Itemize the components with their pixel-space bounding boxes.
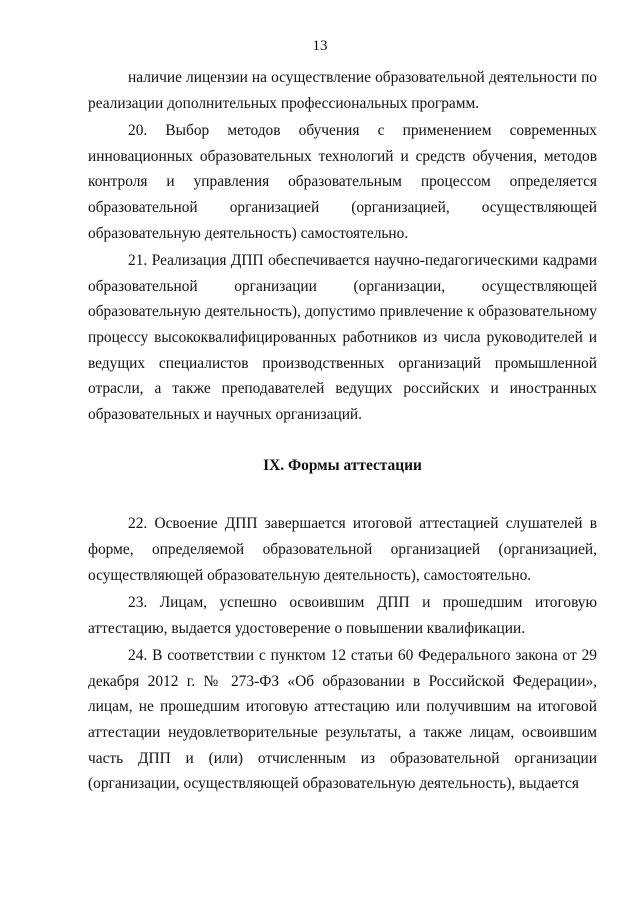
section-heading: IX. Формы аттестации (263, 457, 422, 475)
paragraph-20: 20. Выбор методов обучения с применением современных инновационных образовательных технологий и средств обучения, методов контроля и управления образовательным процессом определяется образовательной организацией (организацией, осуществляющей образовательную деятельность) самостоятельно. (88, 122, 597, 242)
paragraph-23: 23. Лицам, успешно освоившим ДПП и прошедшим итоговую аттестацию, выдается удостоверение о повышении квалификации. (88, 594, 597, 637)
paragraph-22: 22. Освоение ДПП завершается итоговой аттестацией слушателей в форме, определяемой образовательной организацией (организацией, осуществляющей образовательную деятельность), самостоятельно. (88, 515, 597, 584)
paragraph-21: 21. Реализация ДПП обеспечивается научно-педагогическими кадрами образовательной организации (организации, осуществляющей образовательную деятельность), допустимо привлечение к образовательному процессу высококвалифицированных работников из числа руководителей и ведущих специалистов производственных организаций промышленной отрасли, а также преподавателей ведущих российских и иностранных образовательных и научных организаций. (88, 252, 597, 423)
page-number: 13 (312, 38, 328, 54)
paragraph-license: наличие лицензии на осуществление образовательной деятельности по реализации дополнительных профессиональных программ. (88, 69, 597, 112)
paragraph-24: 24. В соответствии с пунктом 12 статьи 60 Федерального закона от 29 декабря 2012 г. № 273-ФЗ «Об образовании в Российской Федерации», лицам, не прошедшим итоговую аттестацию или получившим на итоговой аттестации неудовлетворительные результаты, а также лицам, освоившим часть ДПП и (или) отчисленным из образовательной организации (организации, осуществляющей образовательную деятельность), выдается (88, 647, 597, 793)
document-body (88, 65, 597, 797)
